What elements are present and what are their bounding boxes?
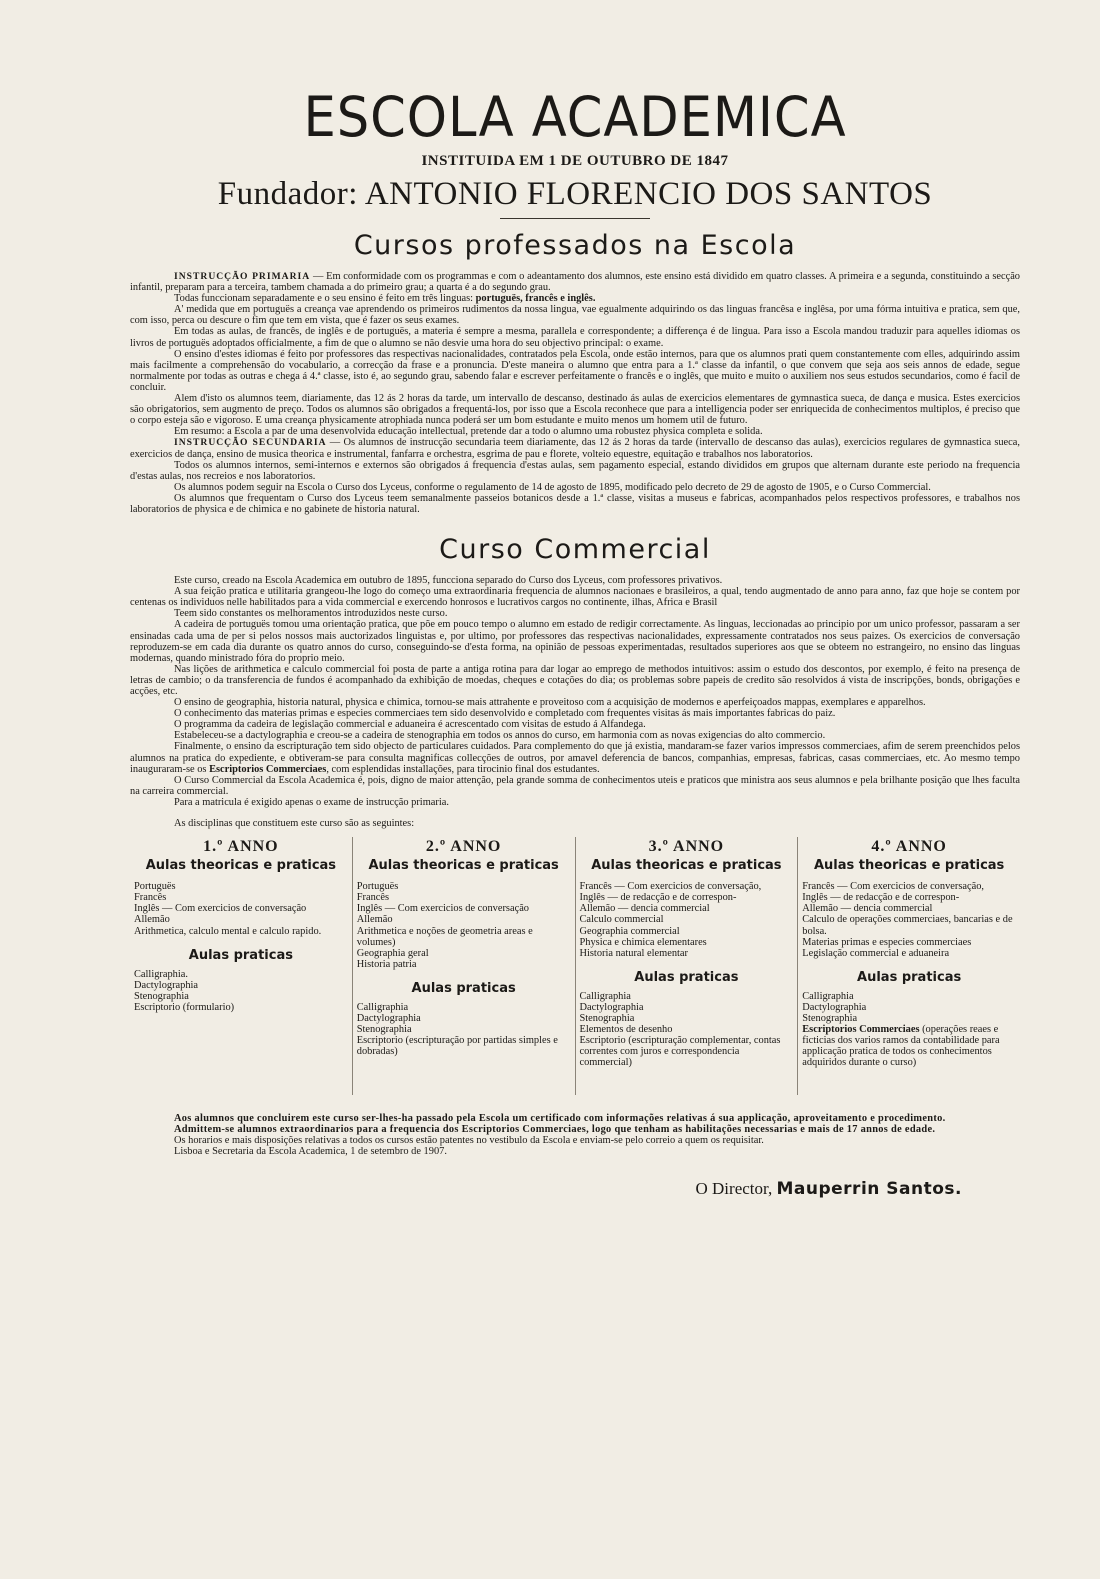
practical-item: Stenographia xyxy=(802,1012,858,1024)
poster-content xyxy=(130,84,1020,1200)
subject-item: Allemão xyxy=(356,914,393,926)
practical-item: Dactylographia xyxy=(802,1001,867,1013)
subject-item: Legislação commercial e aduaneira xyxy=(802,947,950,959)
director-name: Mauperrin Santos. xyxy=(776,1178,962,1199)
commercial-paragraph-11: O Curso Commercial da Escola Academica é, pois, digno de maior attenção, pela grande somma de conhecimentos uteis e praticos que ministra aos seus alumnos e pela brilhante posição que lhes faculta na carreira commercial. xyxy=(130,774,1020,797)
subject-item: Calculo de operações commerciaes, bancarias e de bolsa. xyxy=(802,914,1013,937)
practical-heading: Aulas praticas xyxy=(188,947,293,963)
practical-item: Calligraphia. xyxy=(134,968,188,980)
subject-item: Historia natural elementar xyxy=(579,947,688,959)
subject-item: Geographia commercial xyxy=(579,925,680,937)
practical-heading: Aulas praticas xyxy=(634,969,739,985)
commercial-paragraph-6: O ensino de geographia, historia natural, physica e chimica, tornou-se mais attrahente e proveitoso com a acquisição de modernos e aperfeiçoados mappas, exemplares e apparelhos. xyxy=(174,697,926,709)
year-column-4 xyxy=(798,837,1020,1095)
subject-item: Historia patria xyxy=(356,958,417,970)
practical-item: Calligraphia xyxy=(802,990,854,1002)
courses-paragraph-9: Todos os alumnos internos, semi-internos e externos são obrigados á frequencia d'estas aulas, sem pagamento especial, estando divididos em grupos que alternam durante este periodo na frequencia d'estas aulas, nos recreios e nos laboratorios. xyxy=(130,459,1020,482)
commercial-paragraph-8: O programma da cadeira de legislação commercial e aduaneira é acrescentado com visitas de estudo á Alfandega. xyxy=(174,719,646,731)
theory-heading: Aulas theoricas e praticas xyxy=(813,858,1005,874)
commercial-paragraph-10-b: , com esplendidas installações, para tirocinio final dos estudantes. xyxy=(326,763,600,775)
subject-item: Francês xyxy=(134,892,167,904)
theory-heading: Aulas theoricas e praticas xyxy=(368,858,559,874)
director-role: O Director, xyxy=(695,1178,773,1198)
escriptorios-bold: Escriptorios Commerciaes xyxy=(209,763,327,775)
commercial-paragraph-13: As disciplinas que constituem este curso são as seguintes: xyxy=(174,818,415,830)
subject-item: Inglês — de redacção e de correspon- xyxy=(802,892,960,904)
place-date-line: Lisboa e Secretaria da Escola Academica, 1 de setembro de 1907. xyxy=(174,1146,447,1158)
practical-item: Calligraphia xyxy=(356,1001,409,1013)
courses-paragraph-4: Em todas as aulas, de francês, de inglês e de portuguës, a materia é sempre a mesma, parallela e correspondente; a differença é de lingua. Para isso a Escola mandou traduzir para aquelles idiomas os livros de portuguës adoptados officialmente, a fim de que o alumno se não desvie uma hora do seu objectivo principal: o exame. xyxy=(130,326,1020,349)
commercial-paragraph-9: Estabeleceu-se a dactylographia e creou-se a cadeira de stenographia em todos os annos do curso, em harmonia com as novas exigencias do alto commercio. xyxy=(174,730,826,742)
theory-heading: Aulas theoricas e praticas xyxy=(591,858,782,874)
languages-bold: portuguës, francês e inglês. xyxy=(475,293,596,305)
commercial-section-title: Curso Commercial xyxy=(439,534,711,566)
practical-item: Stenographia xyxy=(356,1024,412,1036)
secondary-instruction-paragraph xyxy=(130,437,1020,459)
subject-item: Francês — Com exercicios de conversação, xyxy=(579,881,762,893)
practical-item: Stenographia xyxy=(579,1012,635,1024)
instituted-date: INSTITUIDA EM 1 DE OUTUBRO DE 1847 xyxy=(421,153,729,169)
subject-item: Arithmetica, calculo mental e calculo rapido. xyxy=(134,925,322,937)
commercial-paragraph-1: Este curso, creado na Escola Academica em outubro de 1895, funcciona separado do Curso dos Lyceus, com professores privativos. xyxy=(174,575,723,587)
practical-item: Stenographia xyxy=(134,990,189,1002)
escriptorios-label: Escriptorios Commerciaes xyxy=(802,1024,920,1036)
practical-item: Escriptorio (escripturação complementar, contas correntes com juros e correspondencia commercial) xyxy=(579,1035,781,1069)
schedules-note: Os horarios e mais disposições relativas a todos os cursos estão patentes no vestibulo da Escola e enviam-se pelo correio a quem os requisitar. xyxy=(174,1135,764,1147)
founder-line: Fundador: ANTONIO FLORENCIO DOS SANTOS xyxy=(217,176,933,212)
subject-item: Inglês — Com exercicios de conversação xyxy=(134,903,307,915)
courses-paragraph-3: A' medida que em portuguës a creança vae aprendendo os primeiros rudimentos da nossa lingua, vae egualmente adquirindo os das linguas francêsa e inglêsa, por uma fórma intuitiva e pratica, sem que, com isso, perca ou descure o fim que tem em vista, que é fazer os seus exames. xyxy=(130,304,1020,327)
practical-item: Dactylographia xyxy=(356,1012,421,1024)
courses-paragraph-5: O ensino d'estes idiomas é feito por professores das respectivas nacionalidades, contratados pela Escola, onde estão internos, para que os alumnos prati quem constantemente com elles, adquirindo assim mais facilmente a comprehensão do vocabulario, a correcção da frase e a pronuncia. D'este maneira o alumno que entra para a 1.ª classe da infantil, o que convem que seja aos seis annos de edade, segue normalmente por todas as outras e chega á 4.ª classe, isto é, ao segundo grau, sabendo falar e escrever perfeitamente o francês e o inglês, que muito e muito o auxiliem nos seus estudos secundarios, como é facil de concluir. xyxy=(130,348,1020,393)
subject-item: Inglês — de redacção e de correspon- xyxy=(579,892,737,904)
subject-item: Inglês — Com exercicios de conversação xyxy=(356,903,529,915)
practical-heading: Aulas praticas xyxy=(857,969,962,985)
commercial-paragraph-3: Teem sido constantes os melhoramentos introduzidos neste curso. xyxy=(174,608,448,620)
practical-item-escriptorios xyxy=(802,1024,1016,1068)
courses-section-title: Cursos professados na Escola xyxy=(353,230,797,261)
signature-block xyxy=(130,1178,1020,1200)
practical-item: Elementos de desenho xyxy=(579,1024,673,1036)
subject-item: Francês xyxy=(356,892,390,904)
year-column-3 xyxy=(576,837,799,1095)
certificate-note: Aos alumnos que concluirem este curso ser-lhes-ha passado pela Escola um certificado com informações relativas á sua applicação, aproveitamento e procedimento. xyxy=(174,1113,946,1125)
year-title: 1.º ANNO xyxy=(203,838,279,856)
subject-item: Arithmetica e noções de geometria areas e volumes) xyxy=(356,925,533,948)
commercial-paragraph-7: O conhecimento das materias primas e especies commerciaes tem sido desenvolvido e completado com frequentes visitas ás mais importantes fabricas do paiz. xyxy=(174,708,836,720)
year-title: 4.º ANNO xyxy=(871,838,947,856)
year-column-2 xyxy=(353,837,576,1095)
commercial-paragraph-2: A sua feição pratica e utilitaria grangeou-lhe logo do começo uma extraordinaria frequencia de alumnos nacionaes e brasileiros, a qual, tendo augmentado de anno para anno, faz que hoje se contem por centenas os individuos nelle habilitados para a vida commercial e exercendo honrosos e lucrativos cargos no continente, ilhas, Africa e Brasil xyxy=(130,586,1020,609)
primary-instruction-label: INSTRUCÇÃO PRIMARIA xyxy=(174,271,311,282)
commercial-paragraph-12: Para a matricula é exigido apenas o exame de instrucção primaria. xyxy=(174,796,449,808)
extraordinary-students-note: Admittem-se alumnos extraordinarios para a frequencia dos Escriptorios Commerciaes, logo que tenham as habilitações necessarias e mais de 17 annos de edade. xyxy=(174,1124,936,1136)
year-column-1 xyxy=(130,837,353,1095)
primary-instruction-text: — Em conformidade com os programmas e com o adeantamento dos alumnos, este ensino está dividido em quatro classes. A primeira e a segunda, constituindo a secção infantil, preparam para a terceira, tambem chamada a do primeiro grau; a quarta é a do segundo grau. xyxy=(130,271,1020,294)
commercial-paragraph-10-a: Finalmente, o ensino da escripturação tem sido objecto de particulares cuidados. Para complemento do que já existia, mandaram-se fazer varios impressos commerciaes, afim de serem preenchidos pelos alumnos na pratica do expediente, e obtiveram-se para consulta magnificas collecções de outros, por amavel deferencia de bancos, companhias, empresas, fabricas, casas commerciaes, etc. Ao mesmo tempo inauguraram-se os xyxy=(130,741,1020,775)
subject-item: Francês — Com exercicios de conversação, xyxy=(802,881,985,893)
subject-item: Calculo commercial xyxy=(579,914,664,926)
practical-item: Escriptorio (formulario) xyxy=(134,1001,235,1013)
subject-item: Allemão — dencia commercial xyxy=(802,903,933,915)
secondary-instruction-text: — Os alumnos de instrucção secundaria teem diariamente, das 12 ás 2 horas da tarde (intervallo de descanso das aulas), exercicios regulares de gymnastica sueca, exercicios de dança, ensino de musica theorica e instrumental, fanfarra e orchestra, esgrima de pau e florete, volteio equestre, equitação e trabalhos nos laboratorios. xyxy=(130,437,1020,460)
practical-heading: Aulas praticas xyxy=(411,980,516,996)
courses-paragraph-10: Os alumnos podem seguir na Escola o Curso dos Lyceus, conforme o regulamento de 14 de agosto de 1895, modificado pelo decreto de 29 de agosto de 1905, e o Curso Commercial. xyxy=(174,481,931,493)
languages-text: Todas funccionam separadamente e o seu ensino é feito em três linguas: xyxy=(174,293,476,305)
practical-item: Calligraphia xyxy=(579,990,631,1002)
year-title: 2.º ANNO xyxy=(425,838,502,856)
courses-body xyxy=(130,271,1020,515)
subject-item: Allemão xyxy=(134,914,170,926)
year-columns xyxy=(130,837,1020,1095)
secondary-instruction-label: INSTRUCÇÃO SECUNDARIA xyxy=(174,437,327,449)
courses-paragraph-7: Em resumo: a Escola a par de uma desenvolvida educação intellectual, pretende dar a todo o alumno uma robustez physica completa e solida. xyxy=(174,426,763,438)
commercial-paragraph-10 xyxy=(130,741,1020,774)
subject-item: Allemão — dencia commercial xyxy=(579,903,710,915)
theory-heading: Aulas theoricas e praticas xyxy=(145,858,337,874)
languages-paragraph xyxy=(130,293,1020,304)
subject-item: Geographia geral xyxy=(356,947,429,959)
divider-rule xyxy=(500,218,650,219)
commercial-paragraph-5: Nas lições de arithmetica e calculo commercial foi posta de parte a antiga rotina para dar logar ao emprego de methodos intuitivos: assim o estudo dos descontos, por exemplo, é feito na presença de letras de cambio; o da transferencia de fundos é acompanhado da exhibição de moedas, cheques e cotações do dia; os problemas sobre papeis de credito são resolvidos á vista de inscripções, bonds, obrigações e acções, etc. xyxy=(130,663,1020,697)
subject-item: Portuguës xyxy=(356,881,399,893)
subject-item: Materias primas e especies commerciaes xyxy=(802,936,972,948)
practical-item: Escriptorio (escripturação por partidas simples e dobradas) xyxy=(356,1035,558,1058)
closing-notes xyxy=(130,1113,1020,1157)
subject-item: Portuguës xyxy=(134,881,176,893)
year-title: 3.º ANNO xyxy=(648,838,725,856)
primary-instruction-paragraph xyxy=(130,271,1020,293)
practical-item: Dactylographia xyxy=(579,1001,644,1013)
commercial-body xyxy=(130,575,1020,829)
courses-paragraph-6: Alem d'isto os alumnos teem, diariamente, das 12 ás 2 horas da tarde, um intervallo de descanso, destinado ás aulas de exercicios elementares de gymnastica sueca, de dança e musica. Estes exercicios são obrigatorios, sem augmento de preço. Todos os alumnos são obrigados a frequentá-los, por isso que a Escola reconhece que para a intelligencia poder ser enriquecida de conhecimentos multiplos, é preciso que o corpo esteja são e vigoroso. E uma creança physicamente atrophiada nunca poderá ser um bom estudante e muito menos um homem util de futuro. xyxy=(130,393,1020,427)
practical-item: Dactylographia xyxy=(134,979,199,991)
school-title: ESCOLA ACADEMICA xyxy=(303,85,847,149)
courses-paragraph-11: Os alumnos que frequentam o Curso dos Lyceus teem semanalmente passeios botanicos desde a 1.ª classe, visitas a museus e fabricas, acompanhados pelos respectivos professores, e trabalhos nos laboratorios de physica e de chimica e no gabinete de historia natural. xyxy=(130,492,1020,515)
commercial-paragraph-4: A cadeira de portuguës tomou uma orientação pratica, que põe em pouco tempo o alumno em estado de redigir correctamente. As linguas, leccionadas ao principio por um unico professor, passaram a ser ensinadas cada uma de per si pelos nossos mais auctorizados linguistas e, por ultimo, por professores das respectivas nacionalidades, expressamente contratados nos seus paizes. Os exercicios de conversação reproduzem-se em cada dia durante os quatro annos do curso, conseguindo-se d'esta forma, na opinião de pessoas experimentadas, resultados superiores aos que se obteem no estrangeiro, no ensino das linguas modernas, quando ministrado fóra do proprio meio. xyxy=(130,619,1020,664)
subject-item: Physica e chimica elementares xyxy=(579,936,707,948)
escriptorios-description: (operações reaes e ficticias dos varios ramos da contabilidade para applicação pratica de todos os conhecimentos adquiridos durante o curso) xyxy=(802,1024,1000,1069)
